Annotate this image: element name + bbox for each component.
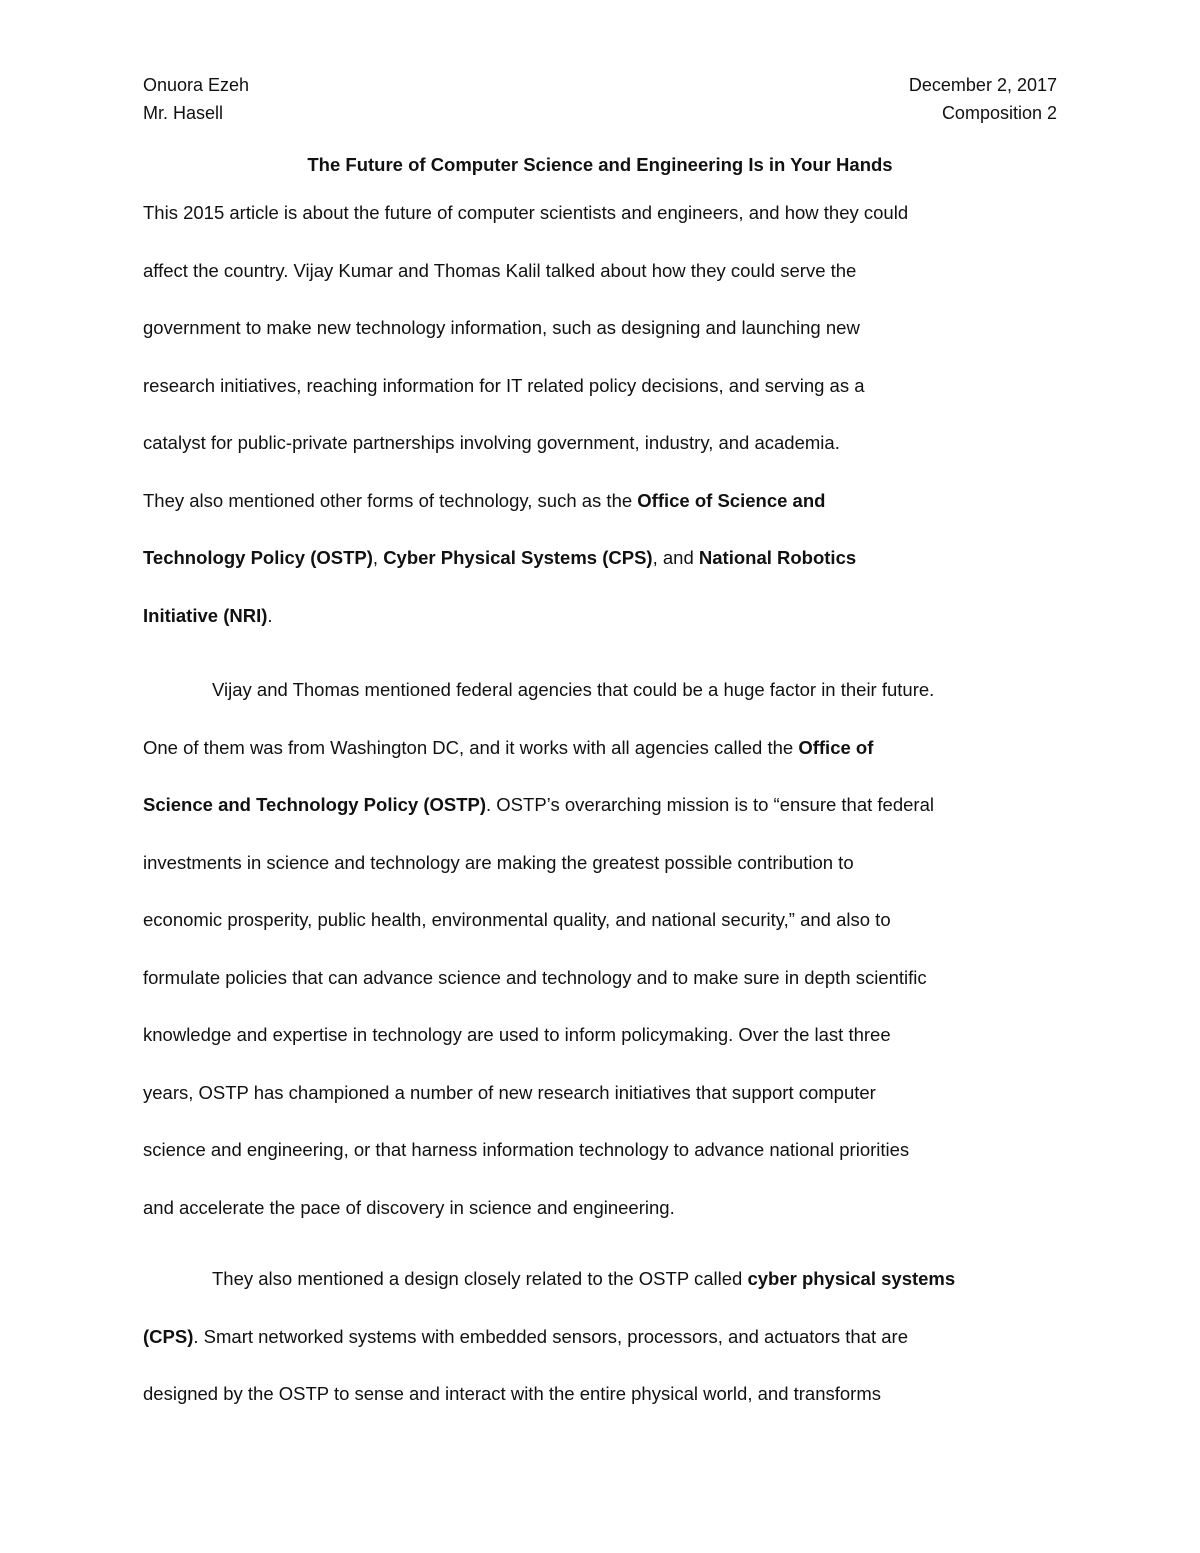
text-line: economic prosperity, public health, environmental quality, and national security,” and also to xyxy=(143,909,891,930)
text-line: knowledge and expertise in technology are used to inform policymaking. Over the last three xyxy=(143,1024,891,1045)
text-line: One of them was from Washington DC, and it works with all agencies called the Office of xyxy=(143,736,874,758)
document-date: December 2, 2017 xyxy=(908,75,1057,95)
text-line: investments in science and technology are making the greatest possible contribution to xyxy=(143,851,854,873)
paragraph-3 xyxy=(143,1250,1057,1423)
text-line: Initiative (NRI). xyxy=(143,604,273,626)
text-line: They also mentioned a design closely related to the OSTP called cyber physical systems xyxy=(212,1268,956,1289)
text-line: affect the country. Vijay Kumar and Thomas Kalil talked about how they could serve the xyxy=(143,259,857,281)
text-line: (CPS). Smart networked systems with embedded sensors, processors, and actuators that are xyxy=(143,1325,909,1347)
bold-term: cyber physical systems xyxy=(747,1268,956,1289)
text-line: and accelerate the pace of discovery in science and engineering. xyxy=(143,1196,675,1218)
bold-term: National Robotics xyxy=(698,547,857,568)
text-line: science and engineering, or that harness information technology to advance national priorities xyxy=(143,1139,910,1160)
text-line: Science and Technology Policy (OSTP). OSTP’s overarching mission is to “ensure that federal xyxy=(143,794,934,815)
paragraph-2 xyxy=(143,661,1057,1236)
text-line: Vijay and Thomas mentioned federal agencies that could be a huge factor in their future. xyxy=(212,679,935,700)
bold-term: Cyber Physical Systems (CPS) xyxy=(383,547,653,568)
bold-term: Science and Technology Policy (OSTP) xyxy=(143,794,487,815)
bold-term: (CPS) xyxy=(143,1325,194,1347)
text-line: This 2015 article is about the future of computer scientists and engineers, and how they could xyxy=(143,202,909,223)
text-line: formulate policies that can advance science and technology and to make sure in depth scientific xyxy=(143,966,927,988)
text-line: They also mentioned other forms of technology, such as the Office of Science and xyxy=(143,489,826,511)
course-name: Composition 2 xyxy=(941,103,1057,123)
text-line: research initiatives, reaching information for IT related policy decisions, and serving as a xyxy=(143,374,865,396)
text-line: designed by the OSTP to sense and interact with the entire physical world, and transforms xyxy=(143,1383,881,1404)
instructor-name: Mr. Hasell xyxy=(143,103,224,123)
text-line: government to make new technology information, such as designing and launching new xyxy=(143,317,860,338)
text-line: years, OSTP has championed a number of new research initiatives that support computer xyxy=(143,1081,876,1103)
text-line: catalyst for public-private partnerships involving government, industry, and academia. xyxy=(143,432,840,453)
bold-term: Initiative (NRI) xyxy=(143,604,268,626)
paragraph-1 xyxy=(143,184,1126,644)
bold-term: Office of xyxy=(798,736,874,758)
bold-term: Office of Science and xyxy=(637,489,826,511)
bold-term: Technology Policy (OSTP) xyxy=(143,547,373,568)
author-name: Onuora Ezeh xyxy=(143,75,250,95)
document-title: The Future of Computer Science and Engineering Is in Your Hands xyxy=(307,154,893,175)
text-line: Technology Policy (OSTP), Cyber Physical Systems (CPS), and National Robotics xyxy=(143,547,857,568)
